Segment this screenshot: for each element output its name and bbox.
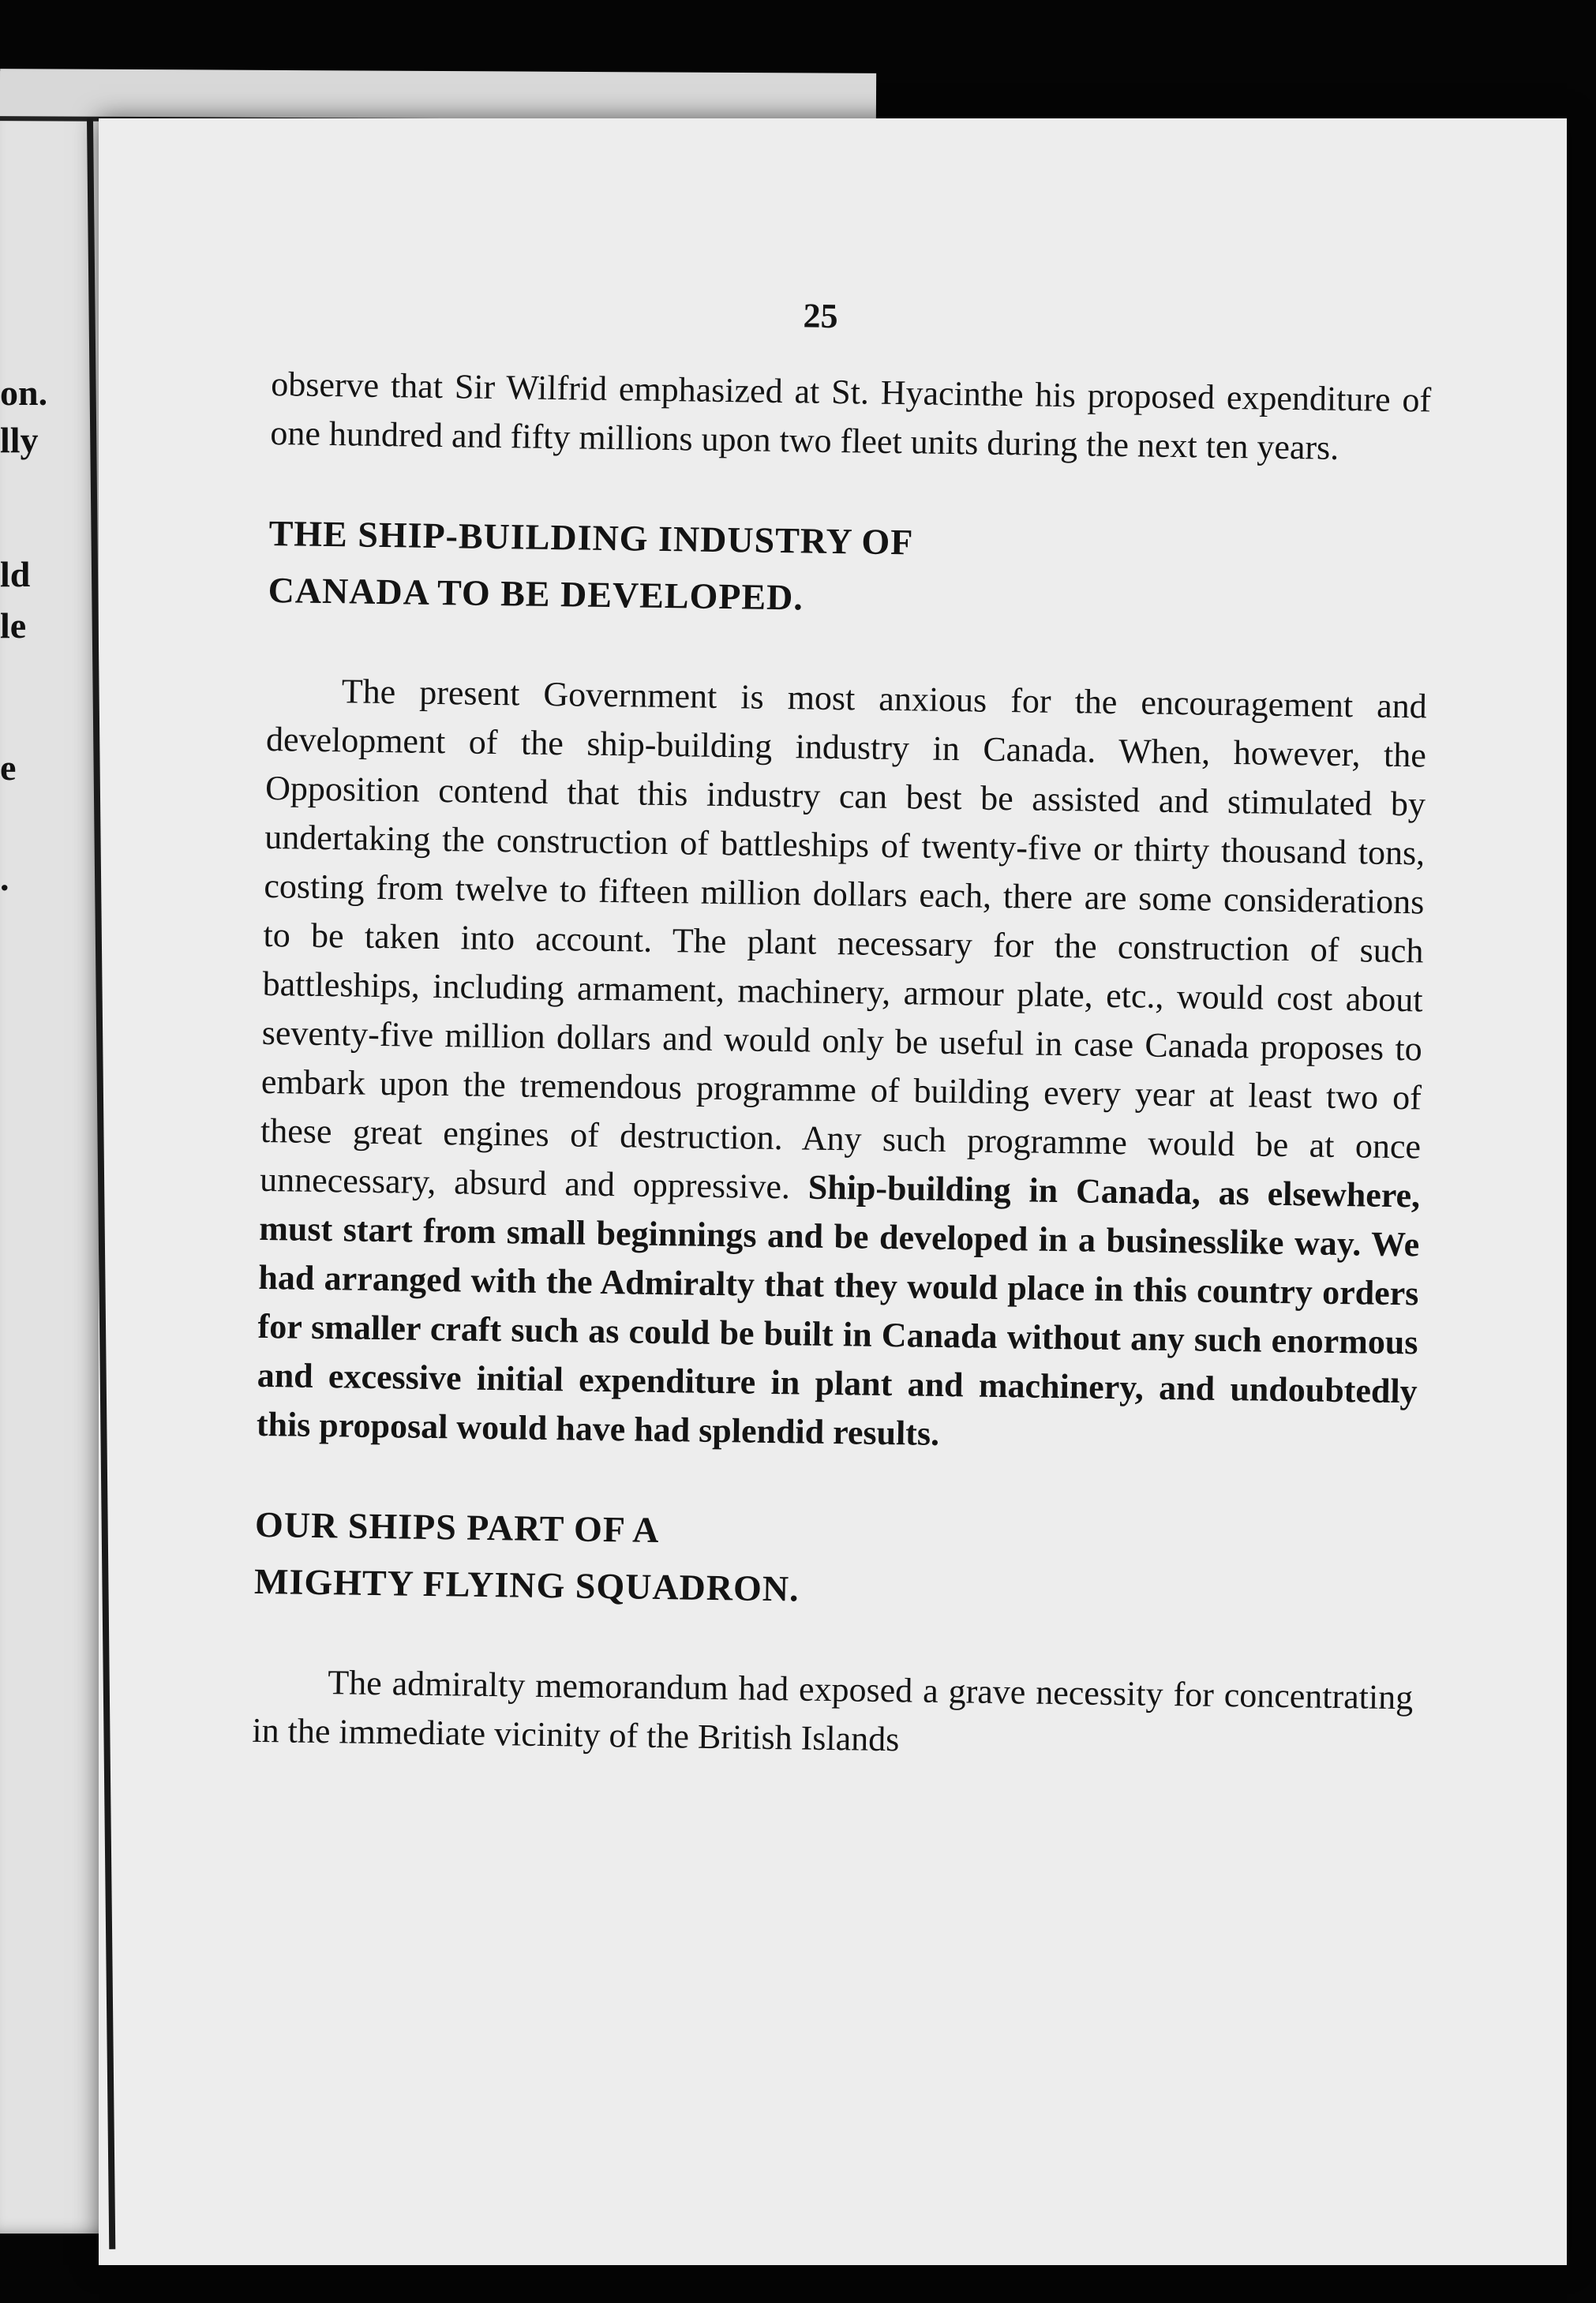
left-page-fragment: . bbox=[0, 858, 9, 898]
book-page bbox=[99, 118, 1567, 2265]
left-page-fragment: le bbox=[0, 605, 27, 646]
section-heading-shipbuilding bbox=[268, 505, 1429, 635]
admiralty-paragraph: The admiralty memorandum had exposed a grave necessity for concentrating in the immediate vicinity of the British Islands bbox=[252, 1663, 1414, 1759]
paragraph-bold-text: Ship-building in Canada, as elsewhere, must start from small beginnings and be developed in a businesslike way. We had arranged with the Admiralty that they would place in this country orders for smaller craft such as could be built in Canada without any such enormous and excessive initial expenditure in plant and machinery, and undoubtedly this proposal would have had splendid results. bbox=[256, 1167, 1421, 1453]
heading-line: THE SHIP-BUILDING INDUSTRY OF bbox=[268, 512, 914, 563]
page-number: 25 bbox=[803, 296, 838, 336]
left-page-fragment: ld bbox=[0, 554, 31, 594]
left-page-fragment: lly bbox=[0, 420, 39, 460]
heading-line: CANADA TO BE DEVELOPED. bbox=[268, 569, 804, 618]
left-page-fragment: on. bbox=[0, 373, 48, 413]
page-top-edge bbox=[0, 69, 876, 125]
heading-line: OUR SHIPS PART OF A bbox=[254, 1504, 660, 1550]
paragraph-regular-text: The present Government is most anxious for the encouragement and development of the ship-building industry in Canada. When, however, the Opposition contend that this industry can best be assisted and stimulated by undertaking the construction of battleships of twenty-five or thirty thousand tons, costing from twelve to fifteen million dollars each, there are some considerations to be taken into account. The plant necessary for the construction of such battleships, including armament, machinery, armour plate, etc., would cost about seventy-five million dollars and would only be useful in case Canada proposes to embark upon the tremendous programme of building every year at least two of these great engines of destruction. Any such programme would be at once unnecessary, absurd and oppressive. bbox=[259, 672, 1428, 1207]
shipbuilding-paragraph bbox=[256, 666, 1427, 1465]
intro-paragraph: observe that Sir Wilfrid emphasized at St. Hyacinthe his proposed expenditure of one hundred and fifty millions upon two fleet units during the next ten years. bbox=[270, 364, 1432, 467]
left-page-fragment: e bbox=[0, 747, 17, 788]
heading-line: MIGHTY FLYING SQUADRON. bbox=[253, 1560, 800, 1609]
section-heading-flying-squadron bbox=[254, 1496, 1416, 1627]
page-content bbox=[252, 288, 1433, 1771]
